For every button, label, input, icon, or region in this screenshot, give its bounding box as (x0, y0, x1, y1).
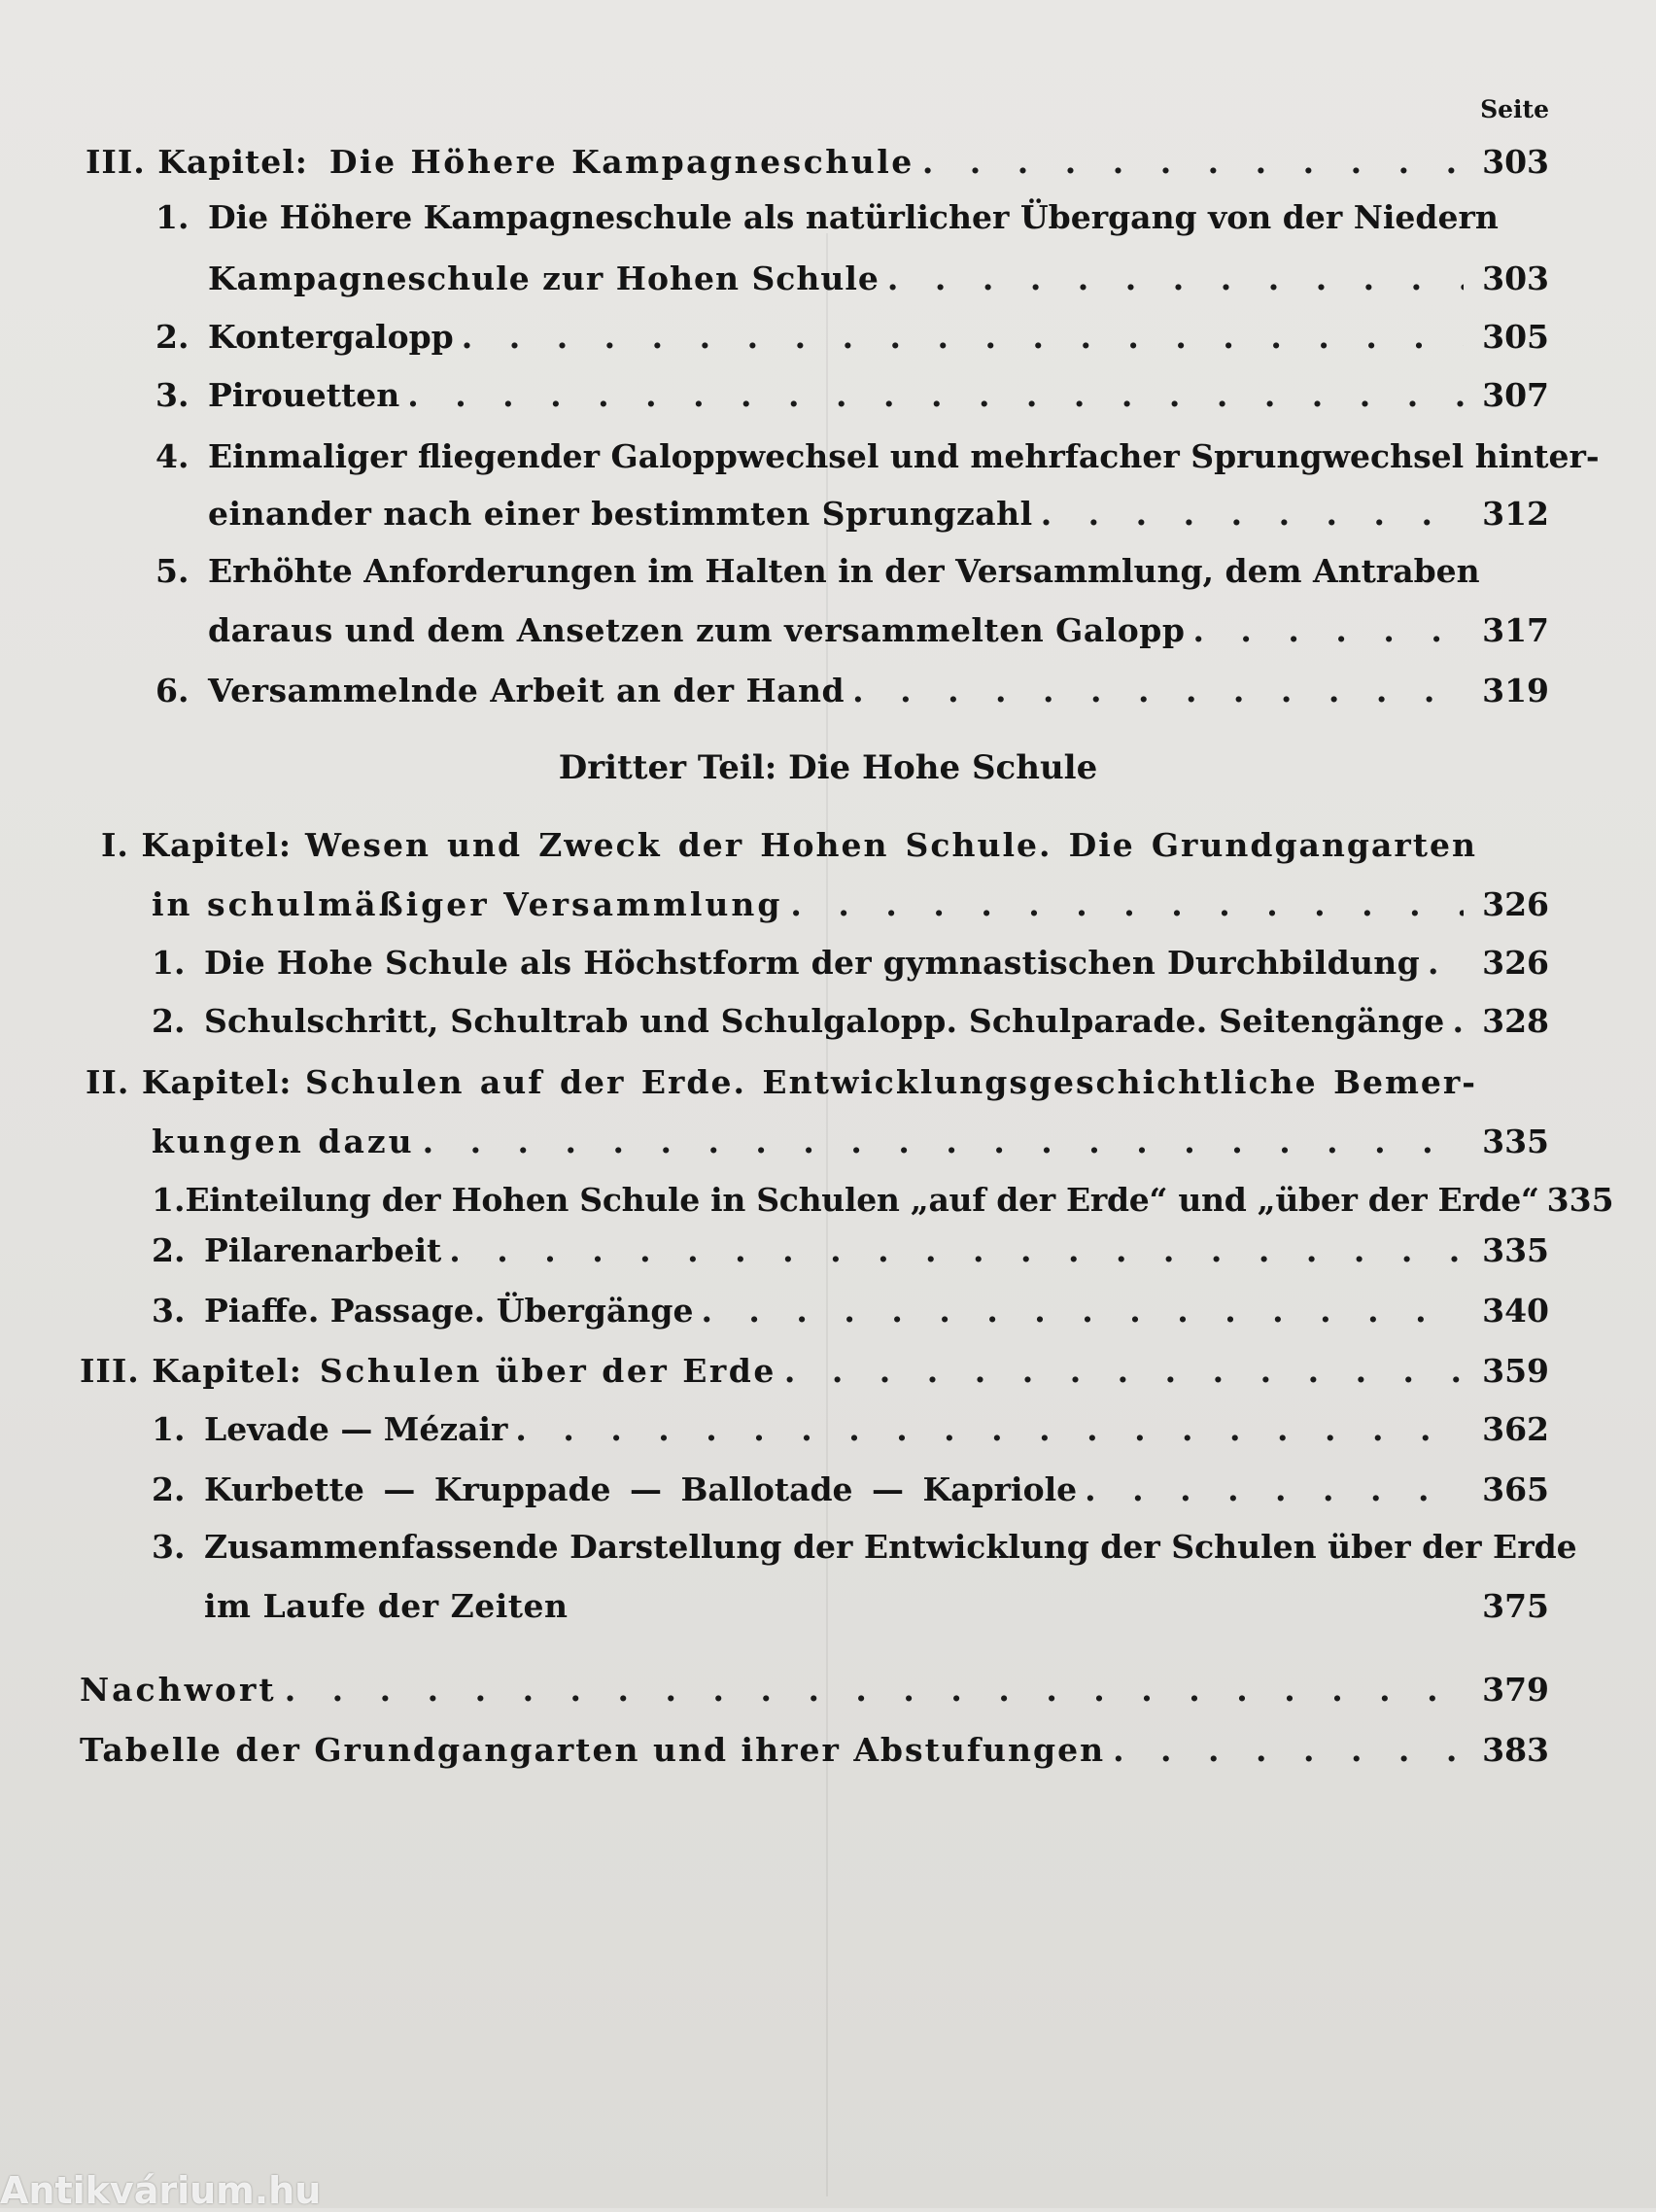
page-number: 359 (1482, 1351, 1549, 1390)
chapter-label: III. Kapitel: (86, 142, 308, 181)
page-number: 383 (1482, 1730, 1549, 1769)
leader-dots (845, 672, 1464, 709)
entry-title-line1: Die Höhere Kampagneschule als natürlicher Übergang von der Niedern (208, 198, 1499, 236)
leader-dots (507, 1410, 1464, 1448)
page-number: 335 (1482, 1230, 1549, 1269)
page-number: 303 (1482, 259, 1549, 297)
toc-entry-3-pirouetten (155, 371, 1549, 418)
leader-dots (1077, 1470, 1464, 1508)
entry-title: Kurbette — Kruppade — Ballotade — Kapriole (204, 1469, 1078, 1508)
entry-title: Levade — Mézair (204, 1409, 508, 1448)
toc-entry-hohe-schule-hoechstform (152, 939, 1549, 985)
chapter-label: III. Kapitel: (80, 1351, 302, 1390)
watermark: Antikvárium.hu (0, 2169, 322, 2212)
entry-title: Versammelnde Arbeit an der Hand (208, 671, 845, 709)
leader-dots (782, 885, 1464, 923)
entry-title: daraus und dem Ansetzen zum versammelten Galopp (208, 610, 1186, 649)
leader-dots (1420, 944, 1464, 982)
entry-title: kungen dazu (152, 1122, 415, 1160)
leader-dots (914, 143, 1464, 181)
toc-entry-5-halten (208, 606, 1549, 653)
page-number: 340 (1482, 1291, 1549, 1330)
toc-entry-1-kampagneschule (208, 255, 1549, 301)
entry-number: 5. (155, 552, 190, 590)
entry-number: 2. (152, 1469, 186, 1508)
leader-dots (1444, 1002, 1464, 1040)
leader-dots (399, 376, 1464, 414)
entry-title: Kontergalopp (208, 317, 454, 356)
leader-dots (277, 1671, 1464, 1709)
page-number: 335 (1546, 1180, 1614, 1219)
entry-number: 3. (155, 375, 190, 414)
toc-entry-chapter-i-wesen (152, 881, 1549, 927)
page-number: 317 (1482, 610, 1549, 649)
entry-number: 6. (155, 671, 190, 709)
entry-number: 1. (155, 198, 190, 236)
entry-title: Kampagneschule zur Hohen Schule (208, 259, 880, 297)
page-number: 362 (1482, 1409, 1549, 1448)
leader-dots (441, 1231, 1464, 1269)
entry-title-line1: Wesen und Zweck der Hohen Schule. Die Grundgangarten (305, 826, 1477, 864)
entry-title-line1: Einmaliger fliegender Galoppwechsel und mehrfacher Sprungwechsel hinter- (208, 437, 1600, 475)
entry-title: Pirouetten (208, 375, 400, 414)
entry-title-line1: Schulen auf der Erde. Entwicklungsgeschichtliche Bemer- (305, 1063, 1477, 1101)
page-number: 307 (1482, 375, 1549, 414)
entry-number: 1. (152, 943, 186, 982)
entry-number: 2. (155, 317, 190, 356)
toc-entry-2-kontergalopp (155, 313, 1549, 360)
entry-number: 4. (155, 437, 190, 475)
page-number: 335 (1482, 1122, 1549, 1160)
entry-title: in schulmäßiger Versammlung (152, 884, 783, 923)
entry-title: Die Hohe Schule als Höchstform der gymnastischen Durchbildung (204, 943, 1420, 982)
entry-number: 2. (152, 1230, 186, 1269)
page-column-header: Seite (1480, 95, 1549, 123)
entry-title: einander nach einer bestimmten Sprungzahl (208, 494, 1033, 533)
toc-entry-chapter-ii-erde (152, 1118, 1549, 1164)
leader-dots (1105, 1731, 1464, 1769)
chapter-label: I. Kapitel: (101, 826, 293, 864)
page-number: 319 (1482, 671, 1549, 709)
entry-number: 2. (152, 1001, 186, 1040)
toc-entry-nachwort (80, 1666, 1549, 1712)
toc-entry-6-versammelnde-arbeit (155, 667, 1549, 713)
entry-title: Nachwort (80, 1670, 277, 1709)
page-number: 312 (1482, 494, 1549, 533)
entry-number: 3. (152, 1528, 186, 1566)
leader-dots (776, 1352, 1464, 1390)
entry-title: Pilarenarbeit (204, 1230, 442, 1269)
leader-dots (1185, 611, 1464, 649)
toc-entry-levade (152, 1405, 1549, 1452)
toc-entry-tabelle (80, 1726, 1549, 1773)
chapter-label: II. Kapitel: (86, 1063, 293, 1101)
toc-entry-einteilung (152, 1176, 1614, 1223)
page-number: 303 (1482, 142, 1549, 181)
toc-entry-schulschritt (152, 997, 1549, 1044)
toc-entry-kurbette (152, 1466, 1549, 1512)
entry-title: Schulschritt, Schultrab und Schulgalopp. Schulparade. Seitengänge (204, 1001, 1445, 1040)
page-number: 375 (1482, 1586, 1549, 1625)
entry-number: 1. (152, 1409, 186, 1448)
page-number: 328 (1482, 1001, 1549, 1040)
page-number: 379 (1482, 1670, 1549, 1709)
entry-title: Piaffe. Passage. Übergänge (204, 1291, 694, 1330)
entry-title-line1: Erhöhte Anforderungen im Halten in der Versammlung, dem Antraben (208, 552, 1480, 590)
toc-entry-chapter-iii-ueber-erde (80, 1347, 1549, 1394)
toc-entry-zusammenfassende (204, 1582, 1549, 1629)
page-number: 365 (1482, 1469, 1549, 1508)
leader-dots (880, 259, 1464, 297)
toc-entry-pilarenarbeit (152, 1227, 1549, 1273)
toc-entry-chapter-iii-hoehere (86, 138, 1549, 185)
part-heading-dritter-teil: Dritter Teil: Die Hohe Schule (558, 748, 1098, 787)
leader-dots (454, 318, 1464, 356)
toc-entry-piaffe (152, 1287, 1549, 1333)
leader-dots (415, 1123, 1464, 1160)
entry-title: im Laufe der Zeiten (204, 1586, 569, 1625)
entry-number: 1. (152, 1180, 186, 1219)
toc-entry-4-galoppwechsel (208, 490, 1549, 536)
entry-title-line1: Zusammenfassende Darstellung der Entwicklung der Schulen über der Erde (204, 1528, 1577, 1566)
page-number: 326 (1482, 884, 1549, 923)
entry-title: Die Höhere Kampagneschule (328, 142, 914, 181)
entry-number: 3. (152, 1291, 186, 1330)
entry-title: Tabelle der Grundgangarten und ihrer Abstufungen (80, 1730, 1106, 1769)
leader-dots (1033, 495, 1464, 533)
leader-dots (693, 1292, 1464, 1330)
entry-title: Schulen über der Erde (319, 1351, 776, 1390)
entry-title: Einteilung der Hohen Schule in Schulen „auf der Erde“ und „über der Erde“ (185, 1180, 1539, 1219)
page-number: 326 (1482, 943, 1549, 982)
page-number: 305 (1482, 317, 1549, 356)
